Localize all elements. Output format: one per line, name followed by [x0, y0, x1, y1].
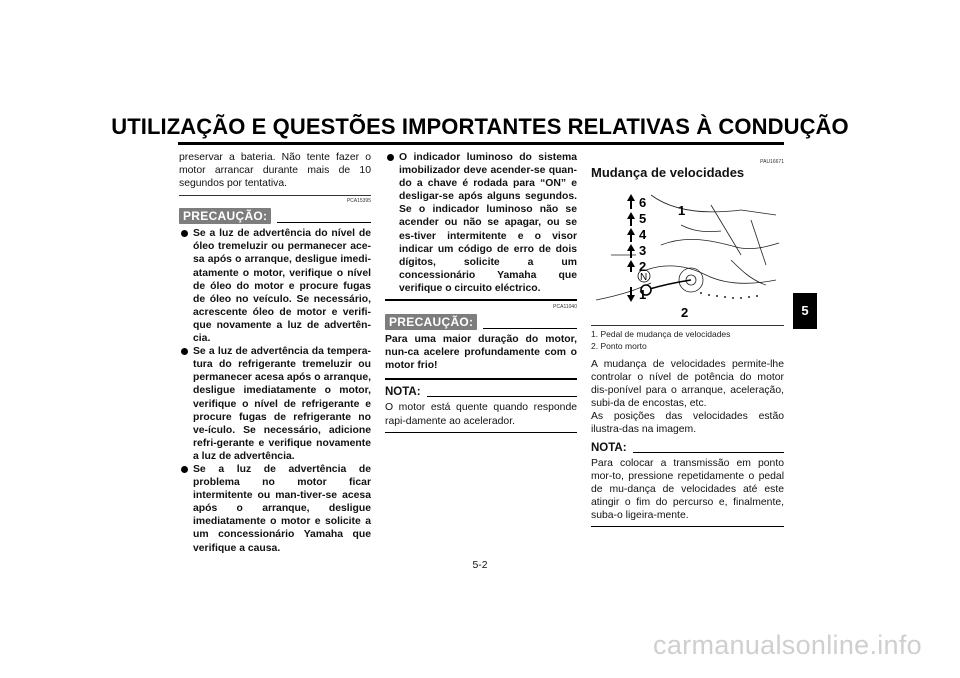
section-code: PAU16671: [760, 159, 784, 165]
caution-badge: PRECAUÇÃO:: [179, 208, 271, 224]
divider: [385, 299, 577, 301]
nota-text: Para colocar a transmissão em ponto mor-to, pressione repetidamente o pedal de mu-dança de velocidades até este atingir o fim do percurso e, finalmente, suba-o ligeira-mente.: [591, 457, 784, 522]
caution-badge: PRECAUÇÃO:: [385, 314, 477, 330]
gear-pedal-drawing: [591, 185, 781, 325]
caption-item: 2. Ponto morto: [591, 341, 647, 351]
nota-rule: [633, 452, 784, 453]
list-item: Se a luz de advertência de problema no motor ficar intermitente ou man-tiver-se acesa após o arranque, desligue imediatamente o motor e solicite a um concessionário Yamaha que verifique a causa.: [179, 463, 371, 555]
callout-label: 1: [678, 203, 686, 218]
caution-rule: [277, 222, 371, 223]
gear-label: N: [640, 272, 648, 283]
callout-label: 2: [681, 305, 689, 320]
bullet-icon: [181, 466, 188, 473]
gear-label: 1: [639, 287, 647, 302]
indicator-list: [385, 151, 577, 295]
caution-code: PCA11040: [553, 304, 577, 311]
intro-paragraph: preservar a bateria. Não tente fazer o motor arrancar durante mais de 10 segundos por tentativa.: [179, 152, 371, 190]
gear-label: 3: [639, 243, 647, 258]
divider: [591, 526, 784, 527]
divider: [385, 378, 577, 380]
bullet-icon: [181, 230, 188, 237]
nota-label: NOTA:: [385, 386, 421, 399]
gear-shift-illustration: [591, 185, 781, 325]
chapter-tab: 5: [793, 293, 817, 329]
caution-list: [179, 227, 371, 554]
column-right: [591, 151, 784, 527]
title-rule: [178, 142, 784, 145]
divider: [591, 325, 784, 326]
column-middle: [385, 151, 577, 433]
page-number: 5-2: [472, 560, 488, 571]
divider: [385, 432, 577, 433]
list-item: Se a luz de advertência do nível de óleo tremeluzir ou permanecer ace-sa após o arranque, desligue imedi-atamente o motor, verifique o nível de óleo do motor e procure fugas de óleo no veículo. Se necessário, acrescente óleo de motor e verifi-que novamente a luz de advertên-cia.: [179, 227, 371, 345]
bullet-icon: [387, 154, 394, 161]
gear-label: 6: [639, 195, 647, 210]
watermark: carmanualsonline.info: [653, 630, 922, 660]
nota-text: O motor está quente quando responde rapi-damente ao acelerador.: [385, 402, 577, 427]
body-paragraph: As posições das velocidades estão ilustra-das na imagem.: [591, 411, 784, 436]
divider: [179, 195, 371, 196]
bullet-icon: [181, 348, 188, 355]
gear-label: 5: [639, 211, 647, 226]
column-left: [179, 151, 371, 555]
caution-code: PCA15395: [346, 198, 371, 205]
nota-heading: [385, 386, 577, 399]
section-title: Mudança de velocidades: [591, 165, 745, 180]
nota-rule: [427, 396, 577, 397]
body-paragraph: A mudança de velocidades permite-lhe controlar o nível de potência do motor dis-ponível para o arranque, aceleração, subi-da de encostas, etc.: [591, 359, 784, 410]
gear-label: 4: [639, 227, 647, 242]
caption-item: 1. Pedal de mudança de velocidades: [591, 329, 731, 339]
nota-label: NOTA:: [591, 441, 627, 454]
caution-rule: [483, 328, 577, 329]
caution-text: Para uma maior duração do motor, nun-ca acelere profundamente com o motor frio!: [385, 334, 577, 372]
list-item: Se a luz de advertência da tempera-tura do refrigerante tremeluzir ou permanecer acesa após o arranque, desligue imediatamente o motor, verifique o nível de refrigerante e procure fugas de refrigerante no ve-ículo. Se necessário, adicione refri-gerante e verifique novamente a luz de advertência.: [179, 345, 371, 463]
nota-heading: [591, 442, 784, 455]
gear-label: 2: [639, 259, 647, 274]
caution-heading: [179, 204, 371, 224]
caution-heading: [385, 310, 577, 330]
list-item: O indicador luminoso do sistema imobilizador deve acender-se quan-do a chave é rodada para “ON” e desligar-se após alguns segundos. Se o indicador luminoso não se acender ou não se apagar, ou se es-tiver intermitente e o visor indicar um código de erro de dois dígitos, solicite a um concessionário Yamaha que verifique o circuito eléctrico.: [385, 151, 577, 295]
caption-list: [591, 328, 784, 352]
page-title: UTILIZAÇÃO E QUESTÕES IMPORTANTES RELATIVAS À CONDUÇÃO: [111, 114, 849, 139]
